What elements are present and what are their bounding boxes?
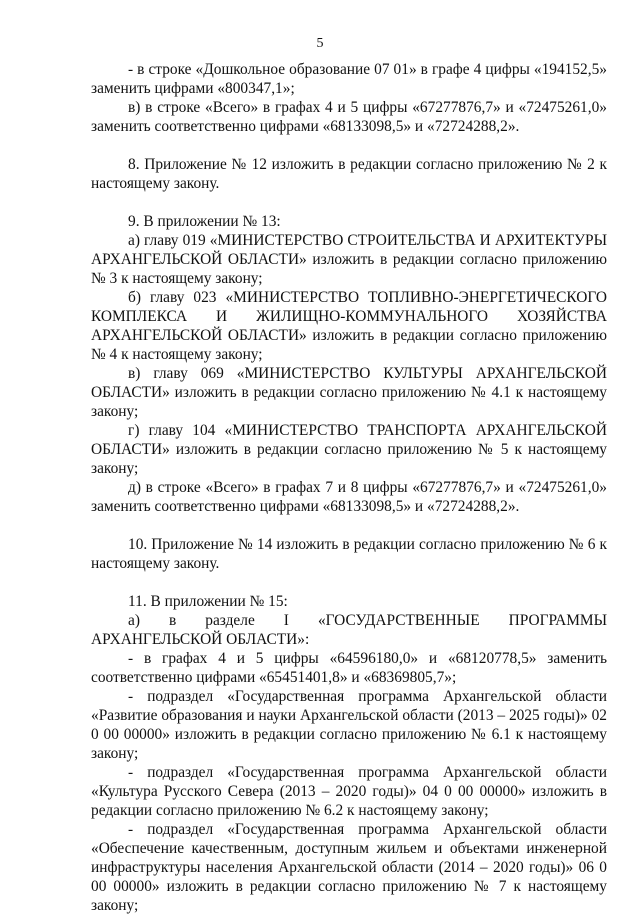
paragraph-9d: д) в строке «Всего» в графах 7 и 8 цифры «67277876,7» и «72475261,0» заменить соответственно цифрами «68133098,5» и «72724288,2». xyxy=(91,479,607,515)
page-number: 5 xyxy=(316,36,324,51)
paragraph-11a-program-04: - подраздел «Государственная программа Архангельской области «Культура Русского Севера (2013 – 2020 годы)» 04 0 00 00000» изложить в редакции согласно приложению № 6.2 к настоящему закону; xyxy=(91,764,607,819)
paragraph-11a-program-06: - подраздел «Государственная программа Архангельской области «Обеспечение качественным, доступным жильем и объектами инженерной инфраструктуры населения Архангельской области (2014 – 2020 годы)» 06 0 00 00000» изложить в редакции согласно приложению № 7 к настоящему закону; xyxy=(91,821,607,914)
paragraph-7v-total: в) в строке «Всего» в графах 4 и 5 цифры «67277876,7» и «72475261,0» заменить соответственно цифрами «68133098,5» и «72724288,2». xyxy=(91,99,607,135)
paragraph-9g: г) главу 104 «МИНИСТЕРСТВО ТРАНСПОРТА АРХАНГЕЛЬСКОЙ ОБЛАСТИ» изложить в редакции согласно приложению № 5 к настоящему закону; xyxy=(91,422,607,477)
paragraph-11a-digits: - в графах 4 и 5 цифры «64596180,0» и «68120778,5» заменить соответственно цифрами «65451401,8» и «68369805,7»; xyxy=(91,650,607,686)
paragraph-item-11-heading: 11. В приложении № 15: xyxy=(128,593,288,610)
document-body xyxy=(91,60,607,915)
paragraph-11a: а) в разделе I «ГОСУДАРСТВЕННЫЕ ПРОГРАММЫ АРХАНГЕЛЬСКОЙ ОБЛАСТИ»: xyxy=(91,612,607,648)
paragraph-item-10: 10. Приложение № 14 изложить в редакции согласно приложению № 6 к настоящему закону. xyxy=(91,536,607,572)
paragraph-preschool-line: - в строке «Дошкольное образование 07 01» в графе 4 цифры «194152,5» заменить цифрами «800347,1»; xyxy=(91,61,607,97)
paragraph-item-8: 8. Приложение № 12 изложить в редакции согласно приложению № 2 к настоящему закону. xyxy=(91,156,607,192)
paragraph-9b: б) главу 023 «МИНИСТЕРСТВО ТОПЛИВНО-ЭНЕРГЕТИЧЕСКОГО КОМПЛЕКСА И ЖИЛИЩНО-КОММУНАЛЬНОГО ХОЗЯЙСТВА АРХАНГЕЛЬСКОЙ ОБЛАСТИ» изложить в редакции согласно приложению № 4 к настоящему закону; xyxy=(91,289,607,363)
paragraph-9a: а) главу 019 «МИНИСТЕРСТВО СТРОИТЕЛЬСТВА И АРХИТЕКТУРЫ АРХАНГЕЛЬСКОЙ ОБЛАСТИ» изложить в редакции согласно приложению № 3 к настоящему закону; xyxy=(91,232,607,287)
paragraph-11a-program-02: - подраздел «Государственная программа Архангельской области «Развитие образования и науки Архангельской области (2013 – 2025 годы)» 02 0 00 00000» изложить в редакции согласно приложению № 6.1 к настоящему закону; xyxy=(91,688,607,762)
paragraph-9v: в) главу 069 «МИНИСТЕРСТВО КУЛЬТУРЫ АРХАНГЕЛЬСКОЙ ОБЛАСТИ» изложить в редакции согласно приложению № 4.1 к настоящему закону; xyxy=(91,365,607,420)
paragraph-item-9-heading: 9. В приложении № 13: xyxy=(128,213,281,230)
